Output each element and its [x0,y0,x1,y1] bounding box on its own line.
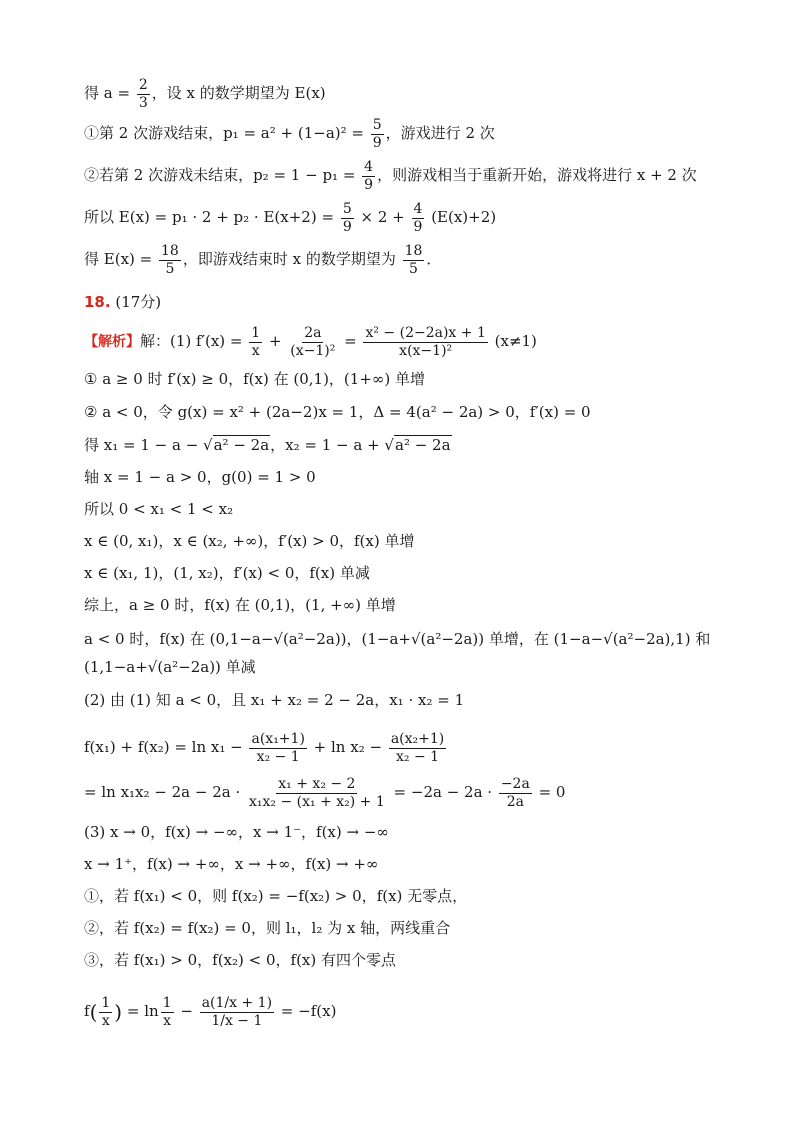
question-number: 18. [84,293,111,311]
text: + ln x₂ − [308,738,387,757]
question-heading [84,292,161,312]
fraction: $\frac{18}{5}$ [161,243,179,277]
text: ①第 2 次游戏结束，p₁ = a² + (1−a)² = [84,124,369,143]
fraction: $\frac{18}{5}$ [404,243,423,277]
text: f(x₁) + f(x₂) = ln x₁ − [84,738,248,757]
line-axis: 轴 x = 1 − a > 0，g(0) = 1 > 0 [84,468,316,486]
fraction: $\frac{\text{a(x₁+1)}}{\text{x₂ − 1}}$ [251,731,305,765]
line-a-value [84,78,326,110]
line-reciprocal-identity: f( $\frac{1}{x}$ ) = ln $\frac{1}{x}$ − $\frac{a(1/x + 1)}{1/x - 1}$ = −f(x) [84,995,337,1029]
text: 解：(1) f′(x) = [140,332,248,351]
line-limits-2: x → 1⁺，f(x) → +∞，x → +∞，f(x) → +∞ [84,855,379,873]
text: ，则游戏相当于重新开始，游戏将进行 x + 2 次 [377,166,697,185]
text: ，x₂ = 1 − a + √ [270,436,394,454]
text: = ln x₁x₂ − 2a − 2a · [84,783,245,802]
line-summary: 综上，a ≥ 0 时，f(x) 在 (0,1)，(1, +∞) 单增 [84,596,396,614]
line-case-1 [84,118,495,150]
fraction: $\frac{\text{a(x₂+1)}}{\text{x₂ − 1}}$ [390,731,445,765]
text: + [264,332,287,351]
line-expectation-result [84,244,441,276]
fraction: $\frac{-2a}{2a}$ [500,776,530,810]
fraction: $\frac{\text{x² − (2−2a)x + 1}}{\text{x(x−1)²}}$ [365,325,486,359]
text: ②若第 2 次游戏未结束，p₂ = 1 − p₁ = [84,166,361,185]
text: = 0 [533,783,566,802]
analysis-tag: 【解析】 [84,334,140,351]
text: (x≠1) [489,332,537,351]
text: = −2a − 2a · [388,783,497,802]
fraction: $\frac{4}{9}$ [364,159,374,193]
text: ，游戏进行 2 次 [385,124,495,143]
line-sum-f [84,732,448,764]
fraction: $\frac{a(1/x + 1)}{1/x - 1}$ [201,995,273,1029]
text: = [339,332,362,351]
line-summary-neg: a < 0 时，f(x) 在 (0,1−a−√(a²−2a))，(1−a+√(a²−2a)) 单增，在 (1−a−√(a²−2a),1) 和 [84,630,711,648]
fraction: $\frac{1}{x}$ [162,995,172,1029]
radicand: a² − 2a [395,436,451,454]
line-part-3-limits: (3) x → 0，f(x) → −∞，x → 1⁻，f(x) → −∞ [84,823,389,841]
text: ． [426,250,442,269]
fraction: $\frac{4}{9}$ [413,201,423,235]
text: 所以 E(x) = p₁ · 2 + p₂ · E(x+2) = [84,208,339,227]
line-decreasing: x ∈ (x₁, 1)，(1, x₂)，f′(x) < 0，f(x) 单减 [84,564,370,582]
line-case-no-zero: ①，若 f(x₁) < 0，则 f(x₂) = −f(x₂) > 0，f(x) 无零点， [84,887,468,905]
fraction: $\frac{2a}{\text{(x−1)²}}$ [290,325,336,359]
line-summary-neg-cont: (1,1−a+√(a²−2a)) 单减 [84,658,256,676]
text: ，即游戏结束时 x 的数学期望为 [182,250,401,269]
text: = −f(x) [276,1002,337,1021]
line-case-overlap: ②，若 f(x₂) = f(x₂) = 0，则 l₁，l₂ 为 x 轴，两线重合 [84,919,451,937]
text: = ln [122,1002,159,1021]
line-case-a-neg: ② a < 0，令 g(x) = x² + (2a−2)x = 1，Δ = 4(a² − 2a) > 0，f′(x) = 0 [84,403,591,421]
line-case-four-zeros: ③，若 f(x₁) > 0，f(x₂) < 0，f(x) 有四个零点 [84,951,397,969]
line-order: 所以 0 < x₁ < 1 < x₂ [84,500,234,518]
line-case-2 [84,160,697,192]
text: f [84,1002,90,1021]
text: ，设 x 的数学期望为 E(x) [151,84,326,103]
text: 得 a = [84,84,135,103]
fraction: $\frac{2}{3}$ [138,77,148,111]
fraction: $\frac{5}{9}$ [372,117,382,151]
text: 得 x₁ = 1 − a − √ [84,436,213,454]
line-increasing: x ∈ (0, x₁)，x ∈ (x₂, +∞)，f′(x) > 0，f(x) 单增 [84,532,415,550]
question-points: (17分) [110,293,162,311]
fraction: $\frac{5}{9}$ [342,201,352,235]
line-part-2: (2) 由 (1) 知 a < 0，且 x₁ + x₂ = 2 − 2a，x₁ · x₂ = 1 [84,691,465,709]
text: (E(x)+2) [426,208,497,227]
text: × 2 + [355,208,410,227]
line-expectation-equation [84,202,496,234]
fraction: $\frac{\text{x₁ + x₂ − 2}}{\text{x₁x₂ − (x₁ + x₂) + 1}}$ [249,776,385,810]
line-sum-simplified [84,777,565,809]
fraction: $\frac{1}{x}$ [251,325,261,359]
radicand: a² − 2a [213,436,270,454]
line-roots [84,435,452,455]
line-derivative [84,326,537,358]
text: − [175,1002,198,1021]
text: 得 E(x) = [84,250,157,269]
line-case-a-nonneg: ① a ≥ 0 时 f′(x) ≥ 0，f(x) 在 (0,1)，(1+∞) 单增 [84,370,426,388]
fraction: $\frac{1}{x}$ [101,995,111,1029]
